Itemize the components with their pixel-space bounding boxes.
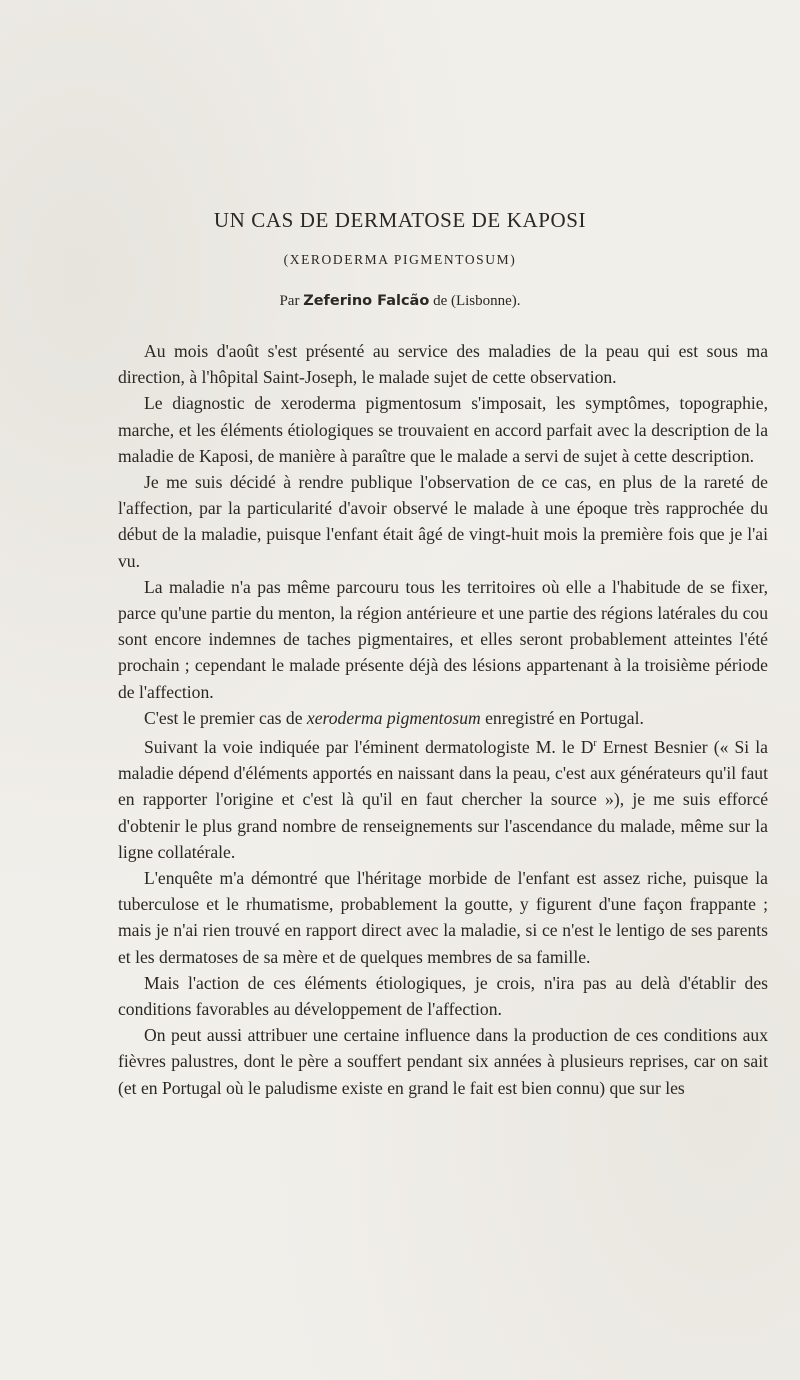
paragraph-6-end: Ernest Besnier (« Si la maladie dépend d'éléments apportés en naissant dans la peau, c'est aux générateurs qu'il faut en rapporter l'origine et c'est là qu'il en faut chercher la source »), je me suis efforcé d'obtenir le plus grand nombre de renseignements sur l'ascendance du malade, même sur la ligne collatérale. [118, 737, 768, 862]
byline-author: Zeferino Falcão [303, 293, 430, 309]
paragraph-2: Le diagnostic de xeroderma pigmentosum s'imposait, les symptômes, topographie, marche, et les éléments étiologiques se trouvaient en accord parfait avec la description de la maladie de Kaposi, de manière à paraître que le malade a servi de sujet à cette description. [118, 393, 768, 466]
paragraph-6-start: Suivant la voie indiquée par l'éminent dermatologiste M. le D [144, 737, 594, 758]
paragraph-6-superscript: r [593, 738, 597, 750]
paragraph-4: La maladie n'a pas même parcouru tous les territoires où elle a l'habitude de se fixer, parce qu'une partie du menton, la région antérieure et une partie des régions latérales du cou sont encore indemnes de taches pigmentaires, et elles seront probablement atteintes l'été prochain ; cependant le malade présente déjà des lésions appartenant à la troisième période de l'affection. [118, 576, 768, 702]
article-title: UN CAS DE DERMATOSE DE KAPOSI [213, 208, 587, 232]
paragraph-8: Mais l'action de ces éléments étiologiques, je crois, n'ira pas au delà d'établir des conditions favorables au développement de l'affection. [118, 972, 768, 1020]
article-body [118, 338, 768, 1101]
article-subtitle: (XERODERMA PIGMENTOSUM) [283, 252, 517, 267]
byline [0, 293, 800, 310]
byline-suffix: de (Lisbonne). [429, 293, 521, 309]
paragraph-6 [118, 731, 768, 865]
paragraph-5 [118, 705, 768, 731]
paragraph-3: Je me suis décidé à rendre publique l'observation de ce cas, en plus de la rareté de l'affection, par la particularité d'avoir observé le malade à une époque très rapprochée du début de la maladie, puisque l'enfant était âgé de vingt-huit mois la première fois que je l'ai vu. [118, 472, 768, 571]
paragraph-5-start: C'est le premier cas de [144, 707, 307, 728]
paragraph-9: On peut aussi attribuer une certaine influence dans la production de ces conditions aux fièvres palustres, dont le père a souffert pendant six années à plusieurs reprises, car on sait (et en Portugal où le paludisme existe en grand le fait est bien connu) que sur les [118, 1025, 768, 1098]
paragraph-7: L'enquête m'a démontré que l'héritage morbide de l'enfant est assez riche, puisque la tuberculose et le rhumatisme, probablement la goutte, y figurent d'une façon frappante ; mais je n'ai rien trouvé en rapport direct avec la maladie, si ce n'est le lentigo de ses parents et les dermatoses de sa mère et de quelques membres de sa famille. [118, 868, 768, 967]
paragraph-5-italic: xeroderma pigmentosum [306, 707, 481, 728]
paragraph-1: Au mois d'août s'est présenté au service des maladies de la peau qui est sous ma direction, à l'hôpital Saint-Joseph, le malade sujet de cette observation. [118, 341, 768, 388]
byline-prefix: Par [279, 293, 304, 309]
paragraph-5-end: enregistré en Portugal. [480, 707, 644, 728]
